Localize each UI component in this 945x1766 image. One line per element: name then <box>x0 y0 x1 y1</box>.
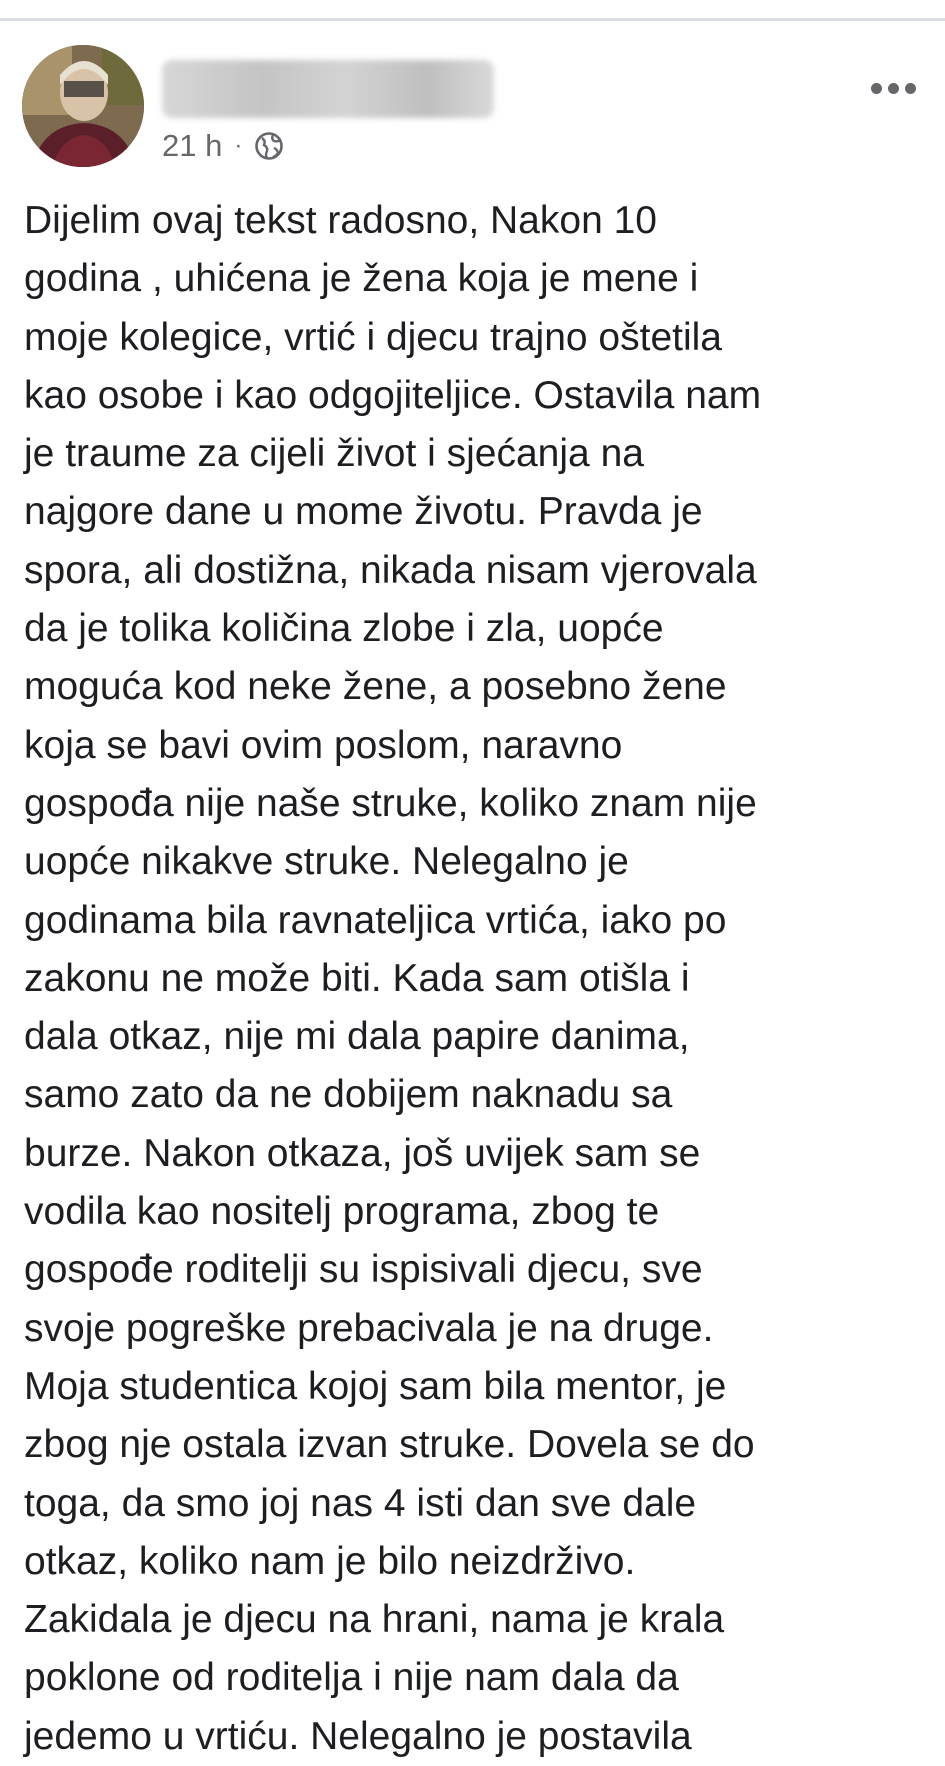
post-text-line: svoje pogreške prebacivala je na druge. <box>24 1306 714 1350</box>
post-text-line: spora, ali dostižna, nikada nisam vjerovala <box>24 548 757 592</box>
more-options-button[interactable] <box>864 73 922 103</box>
more-horizontal-icon <box>888 83 899 94</box>
post-text-line: Zakidala je djecu na hrani, nama je krala <box>24 1598 725 1642</box>
post-text-line: toga, da smo joj nas 4 isti dan sve dale <box>24 1481 697 1525</box>
post-text-line: zakonu ne može biti. Kada sam otišla i <box>24 956 690 1000</box>
post-text-line: burze. Nakon otkaza, još uvijek sam se <box>24 1131 701 1175</box>
post-text-line: je traume za cijeli život i sjećanja na <box>24 432 644 476</box>
post-timestamp[interactable]: 21 h <box>162 128 223 163</box>
post-text-line: da je tolika količina zlobe i zla, uopće <box>24 607 664 651</box>
post-text-line: godinama bila ravnateljica vrtića, iako po <box>24 898 727 942</box>
post-text <box>24 192 929 1766</box>
more-horizontal-icon <box>905 83 916 94</box>
post-text-line: otkaz, koliko nam je bilo neizdrživo. <box>24 1539 636 1583</box>
avatar-photo <box>22 45 144 167</box>
post-text-line: Moja studentica kojoj sam bila mentor, je <box>24 1364 727 1408</box>
post-text-line: moje kolegice, vrtić i djecu trajno oštetila <box>24 315 722 359</box>
post-text-line: zbog nje ostala izvan struke. Dovela se do <box>24 1423 755 1467</box>
post-text-line: godina , uhićena je žena koja je mene i <box>24 257 699 301</box>
post-text-line: jedemo u vrtiću. Nelegalno je postavila <box>24 1714 692 1758</box>
avatar[interactable] <box>22 45 144 167</box>
globe-icon[interactable] <box>254 131 284 161</box>
post-text-line: poklone od roditelja i nije nam dala da <box>24 1656 679 1700</box>
author-name[interactable] <box>162 60 494 118</box>
post-text-line: gospođa nije naše struke, koliko znam nije <box>24 781 757 825</box>
more-horizontal-icon <box>871 83 882 94</box>
post-text-line: kao osobe i kao odgojiteljice. Ostavila nam <box>24 373 762 417</box>
post-text-line: dala otkaz, nije mi dala papire danima, <box>24 1015 690 1059</box>
post-text-line: Dijelim ovaj tekst radosno, Nakon 10 <box>24 199 657 242</box>
post-text-line: moguća kod neke žene, a posebno žene <box>24 665 727 709</box>
post-text-line: najgore dane u mome životu. Pravda je <box>24 490 703 534</box>
post-meta <box>162 128 284 164</box>
post-text-line: vodila kao nositelj programa, zbog te <box>24 1190 660 1234</box>
post-text-line: uopće nikakve struke. Nelegalno je <box>24 840 629 884</box>
meta-separator: · <box>234 132 243 159</box>
post-text-line: samo zato da ne dobijem naknadu sa <box>24 1073 673 1117</box>
post-text-line: koja se bavi ovim poslom, naravno <box>24 723 623 767</box>
post-text-line: gospođe roditelji su ispisivali djecu, sve <box>24 1248 703 1292</box>
